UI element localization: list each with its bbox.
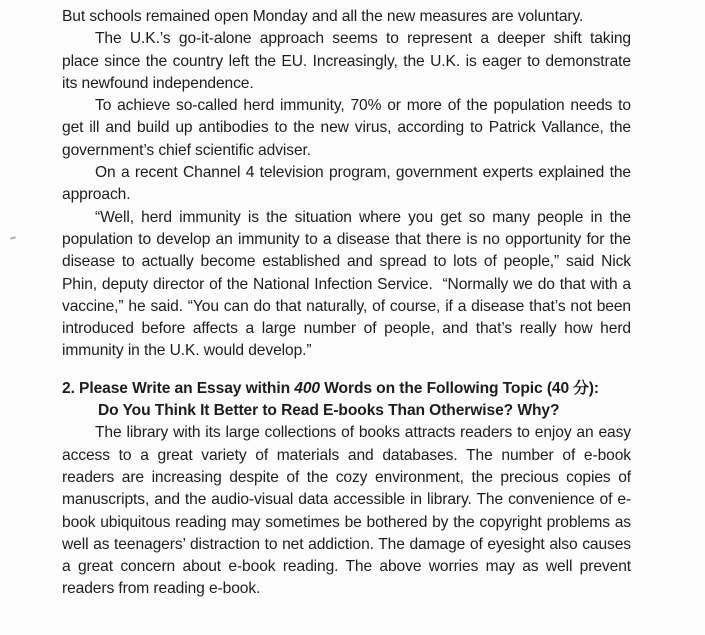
paragraph-uk-approach: The U.K.’s go-it-alone approach seems to represent a deeper shift taking place since the country left the EU. Increasingly, the U.K. is eager to demonstrate its newfound independence.	[62, 30, 631, 92]
essay-word-limit: 400	[294, 379, 320, 397]
essay-topic-title: Do You Think It Better to Read E-books Than Otherwise? Why?	[98, 402, 560, 420]
essay-heading-prefix: 2. Please Write an Essay within	[62, 379, 295, 397]
paragraph-essay-prompt-body: The library with its large collections of books attracts readers to enjoy an easy access to a great variety of materials and databases. The number of e-book readers are increasing despite of the cozy environment, the precious copies of manuscripts, and the audio-visual data accessible in library. The convenience of e-book ubiquitous reading may sometimes be bothered by the copyright problems as well as teenagers’ distraction to net addiction. The damage of eyesight also causes a great concern about e-book reading. The above worries may as well prevent readers from reading e-book.	[62, 424, 631, 598]
paragraph-quote-nick-phin: “Well, herd immunity is the situation where you get so many people in the population to develop an immunity to a disease that there is no opportunity for the disease to actually become established and spread to lots of people,” said Nick Phin, deputy director of the National Infection Service. “Normally we do that with a vaccine,” he said. “You can do that naturally, of course, if a disease that’s not been introduced before affects a large number of people, and that’s really how herd immunity in the U.K. would develop.”	[62, 208, 631, 360]
essay-heading-suffix: Words on the Following Topic (40 分):	[319, 379, 599, 397]
essay-task-heading	[62, 378, 631, 400]
scan-speck	[10, 236, 16, 239]
paragraph-herd-immunity: To achieve so-called herd immunity, 70% or more of the population needs to get ill and build up antibodies to the new virus, according to Patrick Vallance, the government’s chief scientific adviser.	[62, 97, 631, 159]
paragraph-continuation: But schools remained open Monday and all the new measures are voluntary.	[62, 8, 584, 25]
paragraph-channel4: On a recent Channel 4 television program, government experts explained the approach.	[62, 164, 631, 204]
